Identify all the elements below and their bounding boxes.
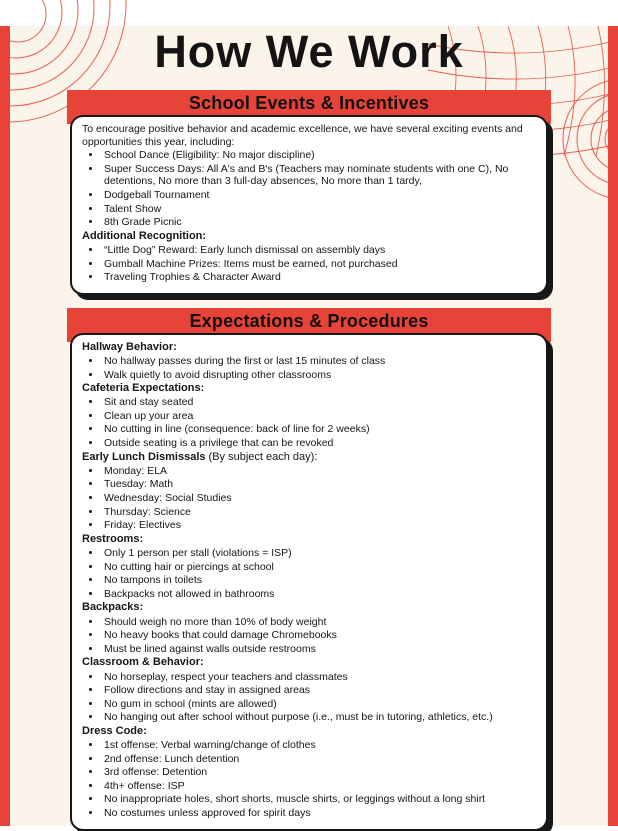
bullet-item: • Gumball Machine Prizes: Items must be earned, not purchased — [102, 258, 534, 271]
bullet-item: • No cutting hair or piercings at school — [102, 561, 534, 574]
group-heading: Cafeteria Expectations: — [82, 382, 205, 395]
events-groups — [82, 149, 534, 284]
bullet-item: • No hanging out after school without purpose (i.e., must be in tutoring, athletics, etc.) — [102, 711, 534, 724]
group-heading: Classroom & Behavior: — [82, 656, 204, 669]
bullet-item: • No cutting in line (consequence: back of line for 2 weeks) — [102, 423, 534, 436]
bullet-item: • Follow directions and stay in assigned areas — [102, 684, 534, 697]
bullet-item: • Friday: Electives — [102, 519, 534, 532]
events-card — [70, 115, 548, 295]
bullet-item: • Only 1 person per stall (violations = ISP) — [102, 547, 534, 560]
bullet-list — [82, 739, 534, 820]
group-heading: Hallway Behavior: — [82, 340, 177, 353]
bullet-item: • Walk quietly to avoid disrupting other classrooms — [102, 369, 534, 382]
bullet-item: • No gum in school (mints are allowed) — [102, 698, 534, 711]
expectations-card — [70, 333, 548, 831]
bullet-item: • Clean up your area — [102, 410, 534, 423]
bullet-item: • 2nd offense: Lunch detention — [102, 753, 534, 766]
bullet-item: • 1st offense: Verbal warning/change of clothes — [102, 739, 534, 752]
bullet-item: • School Dance (Eligibility: No major discipline) — [102, 149, 534, 162]
bullet-item: • 8th Grade Picnic — [102, 216, 534, 229]
bullet-item: • Outside seating is a privilege that can be revoked — [102, 437, 534, 450]
bullet-item: • Super Success Days: All A's and B's (Teachers may nominate students with one C), No detentions, No more than 3 full-day absences, No more than 1 tardy, — [102, 163, 534, 188]
bullet-item: • Traveling Trophies & Character Award — [102, 271, 534, 284]
left-red-edge — [0, 26, 10, 826]
bullet-item: • No heavy books that could damage Chromebooks — [102, 629, 534, 642]
bullet-item: • Talent Show — [102, 203, 534, 216]
bullet-item: • Thursday: Science — [102, 506, 534, 519]
bullet-item: • Sit and stay seated — [102, 396, 534, 409]
expectations-groups — [82, 341, 534, 820]
events-intro-text: To encourage positive behavior and academic excellence, we have several exciting events and opportunities this year, including: — [82, 123, 523, 148]
section-header-expectations-label: Expectations & Procedures — [189, 310, 429, 331]
flyer-page — [0, 26, 618, 826]
bullet-item: • “Little Dog” Reward: Early lunch dismissal on assembly days — [102, 244, 534, 257]
bullet-item: • Dodgeball Tournament — [102, 189, 534, 202]
section-events — [70, 90, 548, 295]
bullet-list — [82, 396, 534, 449]
bullet-item: • 4th+ offense: ISP — [102, 780, 534, 793]
page-title: How We Work — [154, 26, 464, 77]
bullet-list — [82, 547, 534, 600]
bullet-item: • Tuesday: Math — [102, 478, 534, 491]
bullet-list — [82, 244, 534, 284]
bullet-item: • Backpacks not allowed in bathrooms — [102, 588, 534, 601]
bullet-item: • No horseplay, respect your teachers and classmates — [102, 671, 534, 684]
right-red-edge — [608, 26, 618, 826]
bullet-item: • Wednesday: Social Studies — [102, 492, 534, 505]
bullet-item: • No inappropriate holes, short shorts, muscle shirts, or leggings without a long shirt — [102, 793, 534, 806]
group-heading: Restrooms: — [82, 532, 144, 545]
bullet-item: • No costumes unless approved for spirit days — [102, 807, 534, 820]
bullet-list — [82, 149, 534, 229]
group-heading: Early Lunch Dismissals (By subject each day): — [82, 450, 318, 463]
group-heading: Dress Code: — [82, 724, 147, 737]
bullet-item: • Must be lined against walls outside restrooms — [102, 643, 534, 656]
bullet-item: • Monday: ELA — [102, 465, 534, 478]
bullet-list — [82, 465, 534, 532]
bullet-item: • 3rd offense: Detention — [102, 766, 534, 779]
bullet-list — [82, 671, 534, 724]
bullet-item: • No tampons in toilets — [102, 574, 534, 587]
section-expectations — [70, 308, 548, 831]
bullet-item: • No hallway passes during the first or last 15 minutes of class — [102, 355, 534, 368]
section-header-events-label: School Events & Incentives — [188, 93, 430, 113]
group-heading: Backpacks: — [82, 601, 144, 614]
group-heading: Additional Recognition: — [82, 229, 207, 242]
bullet-list — [82, 355, 534, 381]
bullet-list — [82, 616, 534, 656]
bullet-item: • Should weigh no more than 10% of body weight — [102, 616, 534, 629]
